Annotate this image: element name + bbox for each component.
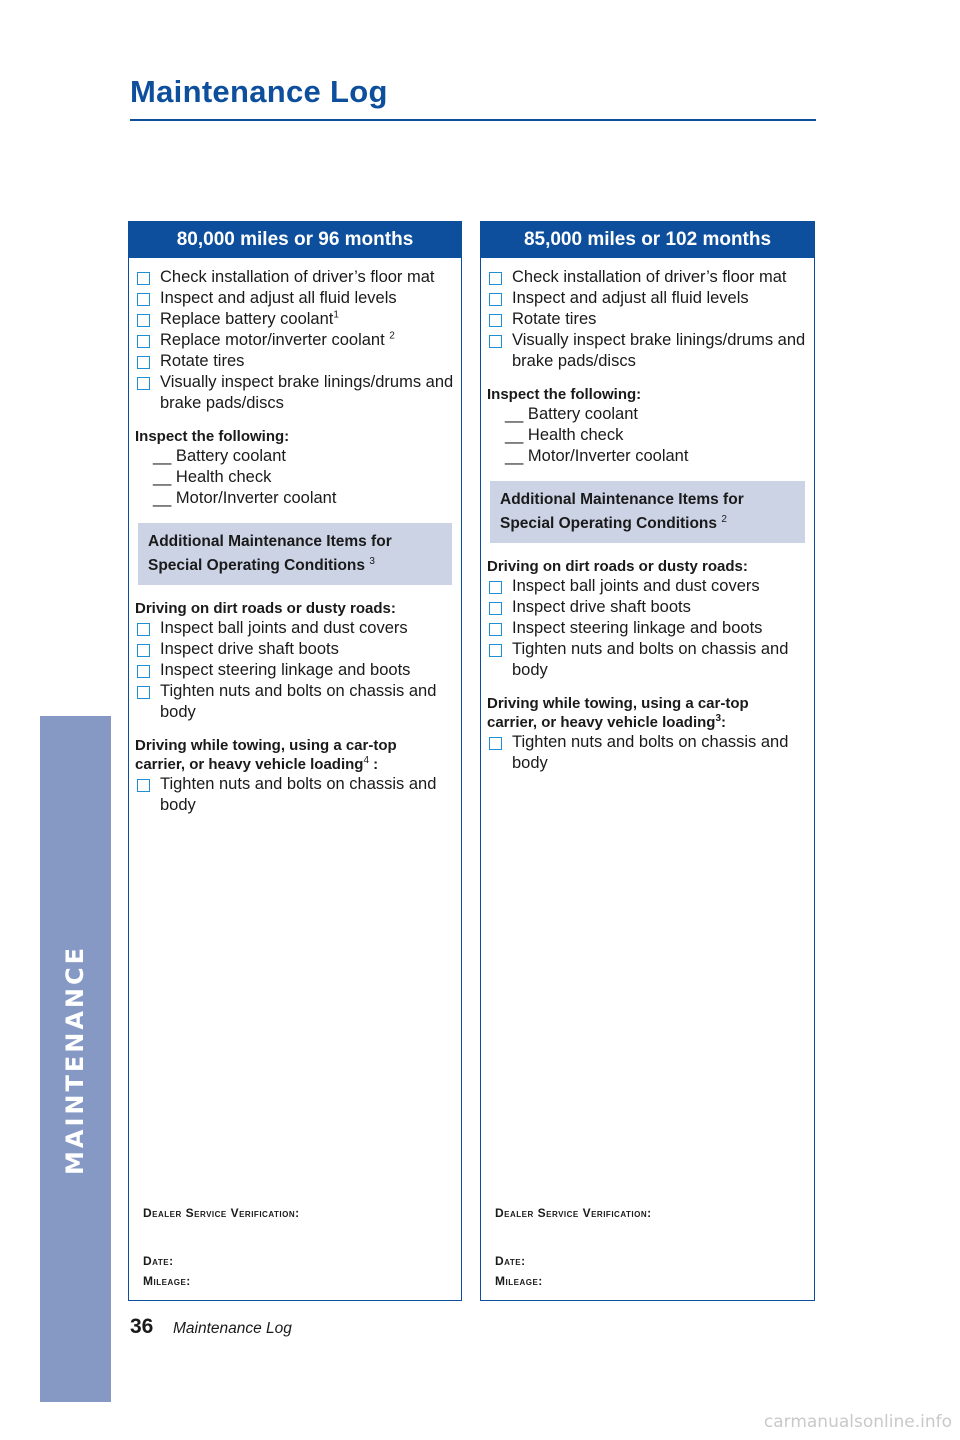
checkbox-icon[interactable] <box>489 314 502 327</box>
footnote-marker: 4 <box>363 755 370 766</box>
mileage-label: Mileage: <box>143 1274 191 1288</box>
special-conditions-line2: Special Operating Conditions $^3$ <box>148 555 375 574</box>
inspect-item: __ Battery coolant <box>153 447 286 465</box>
checklist-item[interactable]: Inspect steering linkage and boots <box>487 618 808 639</box>
footnote-marker: 2 <box>389 330 395 342</box>
checklist-item[interactable]: Inspect steering linkage and boots <box>135 660 455 681</box>
checkbox-icon[interactable] <box>137 293 150 306</box>
card-header: 80,000 miles or 96 months <box>129 222 461 258</box>
maintenance-card-80000 <box>128 221 462 1301</box>
checkbox-icon[interactable] <box>137 623 150 636</box>
inspect-item: __ Health check <box>153 468 272 486</box>
checklist-item[interactable]: Replace motor/inverter coolant $^2$ <box>135 330 455 351</box>
checklist-item[interactable]: Tighten nuts and bolts on chassis and body <box>487 639 808 681</box>
checklist-item[interactable]: Check installation of driver’s floor mat <box>487 267 808 288</box>
checklist-item[interactable]: Tighten nuts and bolts on chassis and body <box>487 732 808 774</box>
page-title: Maintenance Log <box>130 74 388 109</box>
checklist-item[interactable]: Inspect drive shaft boots <box>487 597 808 618</box>
checkbox-icon[interactable] <box>137 377 150 390</box>
card-body <box>481 258 814 774</box>
checkbox-icon[interactable] <box>137 314 150 327</box>
footnote-marker: 1 <box>333 309 339 321</box>
checkbox-icon[interactable] <box>137 335 150 348</box>
dealer-service-verification-label: Dealer Service Verification: <box>495 1206 652 1220</box>
checkbox-icon[interactable] <box>489 644 502 657</box>
mileage-label: Mileage: <box>495 1274 543 1288</box>
dirt-roads-heading: Driving on dirt roads or dusty roads: <box>487 558 748 575</box>
checkbox-icon[interactable] <box>137 686 150 699</box>
checklist-item[interactable]: Tighten nuts and bolts on chassis and body <box>135 681 455 723</box>
special-conditions-box <box>490 481 805 543</box>
footer-title: Maintenance Log <box>173 1320 292 1337</box>
checklist-item[interactable]: Visually inspect brake linings/drums and brake pads/discs <box>135 372 455 414</box>
checkbox-icon[interactable] <box>489 602 502 615</box>
title-divider <box>130 119 816 121</box>
inspect-item: __ Health check <box>505 426 624 444</box>
special-conditions-line1: Additional Maintenance Items for <box>500 491 744 508</box>
page-number: 36 <box>130 1315 154 1338</box>
checklist-item[interactable]: Tighten nuts and bolts on chassis and body <box>135 774 455 816</box>
dirt-roads-heading: Driving on dirt roads or dusty roads: <box>135 600 396 617</box>
side-tab-label: MAINTENANCE <box>61 945 89 1175</box>
checkbox-icon[interactable] <box>137 356 150 369</box>
checklist-item[interactable]: Visually inspect brake linings/drums and brake pads/discs <box>487 330 808 372</box>
footnote-marker: 3 <box>715 713 722 724</box>
maintenance-card-85000 <box>480 221 815 1301</box>
checklist-item[interactable]: Inspect drive shaft boots <box>135 639 455 660</box>
card-body <box>129 258 461 816</box>
special-conditions-line1: Additional Maintenance Items for <box>148 533 392 550</box>
checkbox-icon[interactable] <box>137 779 150 792</box>
checklist-item[interactable]: Rotate tires <box>487 309 808 330</box>
date-label: Date: <box>143 1254 174 1268</box>
dealer-verification <box>143 1206 443 1288</box>
checkbox-icon[interactable] <box>137 272 150 285</box>
checkbox-icon[interactable] <box>489 293 502 306</box>
inspect-heading: Inspect the following: <box>487 386 642 403</box>
towing-heading: Driving while towing, using a car-top carrier, or heavy vehicle loading$^3$: <box>487 695 749 731</box>
special-conditions-box <box>138 523 452 585</box>
checklist-item[interactable]: Inspect and adjust all fluid levels <box>487 288 808 309</box>
checkbox-icon[interactable] <box>137 665 150 678</box>
checklist-item[interactable]: Replace battery coolant$^1$ <box>135 309 455 330</box>
card-header: 85,000 miles or 102 months <box>481 222 814 258</box>
watermark: carmanualsonline.info <box>763 1412 952 1432</box>
checkbox-icon[interactable] <box>489 623 502 636</box>
checkbox-icon[interactable] <box>489 272 502 285</box>
towing-heading: Driving while towing, using a car-top carrier, or heavy vehicle loading$^4$ : <box>135 737 397 773</box>
checklist-item[interactable]: Inspect ball joints and dust covers <box>135 618 455 639</box>
date-label: Date: <box>495 1254 526 1268</box>
checklist-item[interactable]: Rotate tires <box>135 351 455 372</box>
checkbox-icon[interactable] <box>489 335 502 348</box>
checkbox-icon[interactable] <box>137 644 150 657</box>
checkbox-icon[interactable] <box>489 581 502 594</box>
inspect-item: __ Battery coolant <box>505 405 638 423</box>
checklist-item[interactable]: Inspect ball joints and dust covers <box>487 576 808 597</box>
checklist-item[interactable]: Inspect and adjust all fluid levels <box>135 288 455 309</box>
inspect-item: __ Motor/Inverter coolant <box>153 489 337 507</box>
dealer-verification <box>495 1206 795 1288</box>
dealer-service-verification-label: Dealer Service Verification: <box>143 1206 300 1220</box>
checklist-item[interactable]: Check installation of driver’s floor mat <box>135 267 455 288</box>
inspect-item: __ Motor/Inverter coolant <box>505 447 689 465</box>
special-conditions-line2: Special Operating Conditions $^2$ <box>500 513 727 532</box>
checkbox-icon[interactable] <box>489 737 502 750</box>
footnote-marker: 3 <box>369 555 375 567</box>
footnote-marker: 2 <box>721 513 727 525</box>
inspect-heading: Inspect the following: <box>135 428 290 445</box>
